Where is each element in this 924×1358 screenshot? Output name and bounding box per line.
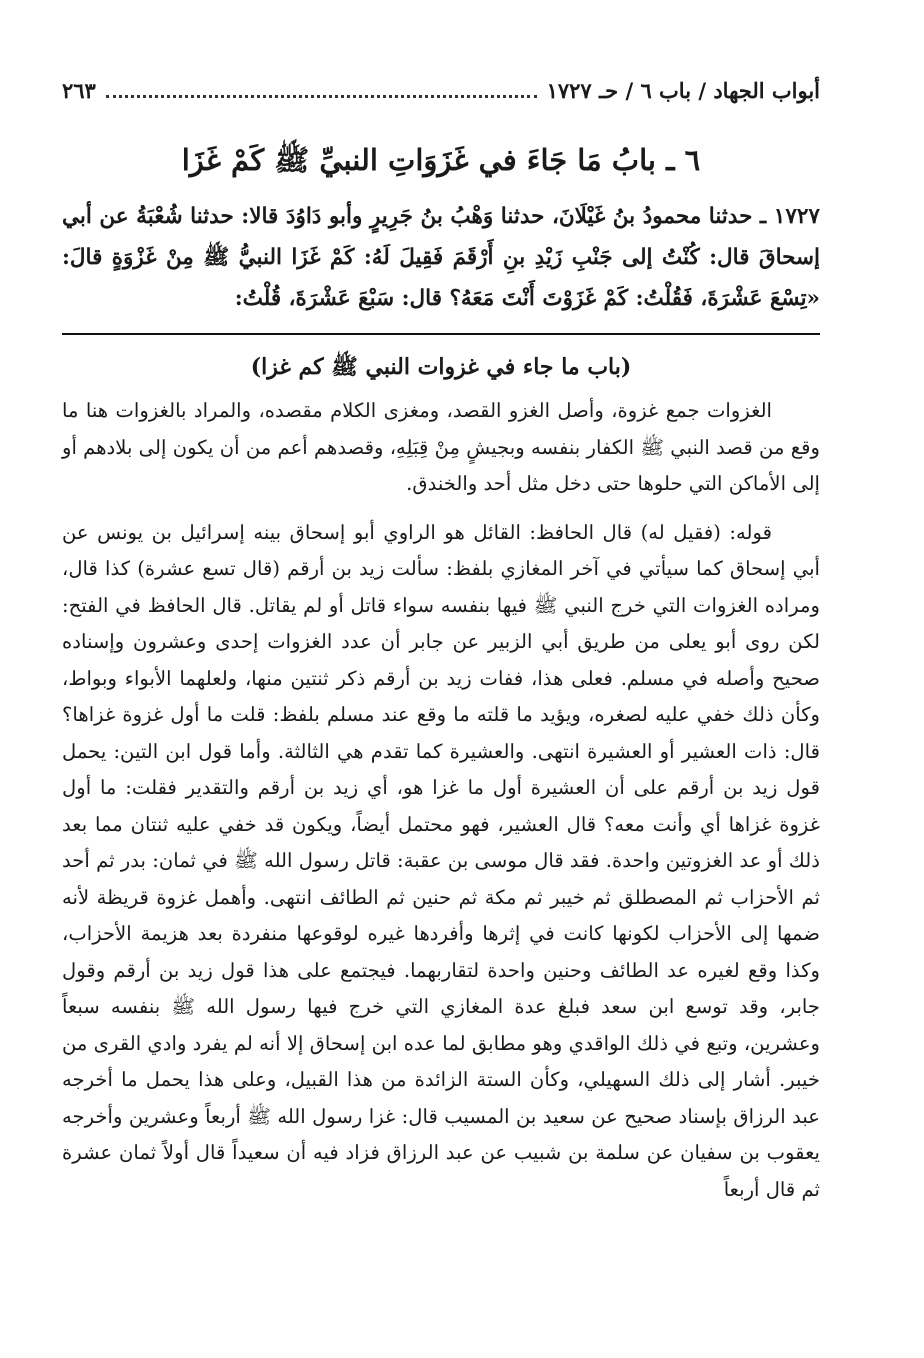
- running-title: أبواب الجهاد / باب ٦ / حـ ١٧٢٧: [546, 78, 820, 103]
- hadith-number: ١٧٢٧: [773, 204, 820, 229]
- hadith-text-block: [62, 196, 820, 319]
- commentary-paragraph: الغزوات جمع غزوة، وأصل الغزو القصد، ومغزى الكلام مقصده، والمراد بالغزوات هنا ما وقع من قصد النبي ﷺ الكفار بنفسه وبجيشٍ مِنْ قِبَلِهِ، وقصدهم أعم من أن يكون إلى بلادهم أو إلى الأماكن التي حلوها حتى دخل مثل أحد والخندق.: [62, 399, 820, 495]
- commentary-title: (باب ما جاء في غزوات النبي ﷺ كم غزا): [250, 354, 632, 380]
- commentary-section: [62, 347, 820, 1208]
- chapter-title: ٦ ـ بابُ مَا جَاءَ في غَزَوَاتِ النبيِّ ﷺ كَمْ غَزَا: [181, 143, 701, 177]
- section-divider: [62, 333, 820, 335]
- commentary-paragraph: قوله: (فقيل له) قال الحافظ: القائل هو الراوي أبو إسحاق بينه إسرائيل بن يونس عن أبي إسحاق كما سيأتي في آخر المغازي بلفظ: سألت زيد بن أرقم (قال تسع عشرة) كذا قال، ومراده الغزوات التي خرج النبي ﷺ فيها بنفسه سواء قاتل أو لم يقاتل. قال الحافظ في الفتح: لكن روى أبو يعلى من طريق أبي الزبير عن جابر أن عدد الغزوات إحدى وعشرون وإسناده صحيح وأصله في مسلم. فعلى هذا، ففات زيد بن أرقم ذكر ثنتين منها، ولعلهما الأبواء وبواط، وكأن ذلك خفي عليه لصغره، ويؤيد ما قلته ما وقع عند مسلم بلفظ: قلت ما أول غزوة غزاها؟ قال: ذات العشير أو العشيرة انتهى. والعشيرة كما تقدم هي الثالثة. وأما قول ابن التين: يحمل قول زيد بن أرقم على أن العشيرة أول ما غزا هو، أي زيد بن أرقم والتقدير فقلت: ما أول غزوة غزاها أي وأنت معه؟ قال العشير، فهو محتمل أيضاً، ويكون قد خفي عليه ثنتان مما بعد ذلك أو عد الغزوتين واحدة. فقد قال موسى بن عقبة: قاتل رسول الله ﷺ في ثمان: بدر ثم أحد ثم الأحزاب ثم المصطلق ثم خيبر ثم مكة ثم حنين ثم الطائف انتهى. وأهمل غزوة قريظة لأنه ضمها إلى الأحزاب لكونها كانت في إثرها وأفردها غيره لوقوعها منفردة بعد هزيمة الأحزاب، وكذا وقع لغيره عد الطائف وحنين واحدة لتقاربهما. فيجتمع على هذا قول زيد بن أرقم وقول جابر، وقد توسع ابن سعد فبلغ عدة المغازي التي خرج فيها رسول الله ﷺ بنفسه سبعاً وعشرين، وتبع في ذلك الواقدي وهو مطابق لما عده ابن إسحاق إلا أنه لم يفرد وادي القرى من خيبر. أشار إلى ذلك السهيلي، وكأن الستة الزائدة من هذا القبيل، وعلى هذا يحمل ما أخرجه عبد الرزاق بإسناد صحيح عن سعيد بن المسيب قال: غزا رسول الله ﷺ أربعاً وعشرين وأخرجه يعقوب بن سفيان عن سلمة بن شبيب عن عبد الرزاق فزاد فيه أن سعيداً قال أولاً ثمان عشرة ثم قال أربعاً: [62, 520, 820, 1201]
- page-number: ٢٦٣: [62, 78, 96, 103]
- running-header: [62, 70, 820, 108]
- hadith-text: ـ حدثنا محمودُ بنُ غَيْلَانَ، حدثنا وَهْبُ بنُ جَرِيرٍ وأبو دَاوُدَ قالا: حدثنا شُعْبَةُ عن أبي إسحاقَ قال: كُنْتُ إلى جَنْبِ زَيْدِ بنِ أَرْقَمَ فَقِيلَ لَهُ: كَمْ غَزَا النبيُّ ﷺ مِنْ غَزْوَةٍ قالَ: «تِسْعَ عَشْرَةَ، فَقُلْتُ: كَمْ غَزَوْتَ أَنْتَ مَعَهُ؟ قال: سَبْعَ عَشْرَةَ، قُلْتُ:: [62, 204, 820, 311]
- book-page: [62, 70, 820, 1208]
- leader-dots: [106, 95, 537, 98]
